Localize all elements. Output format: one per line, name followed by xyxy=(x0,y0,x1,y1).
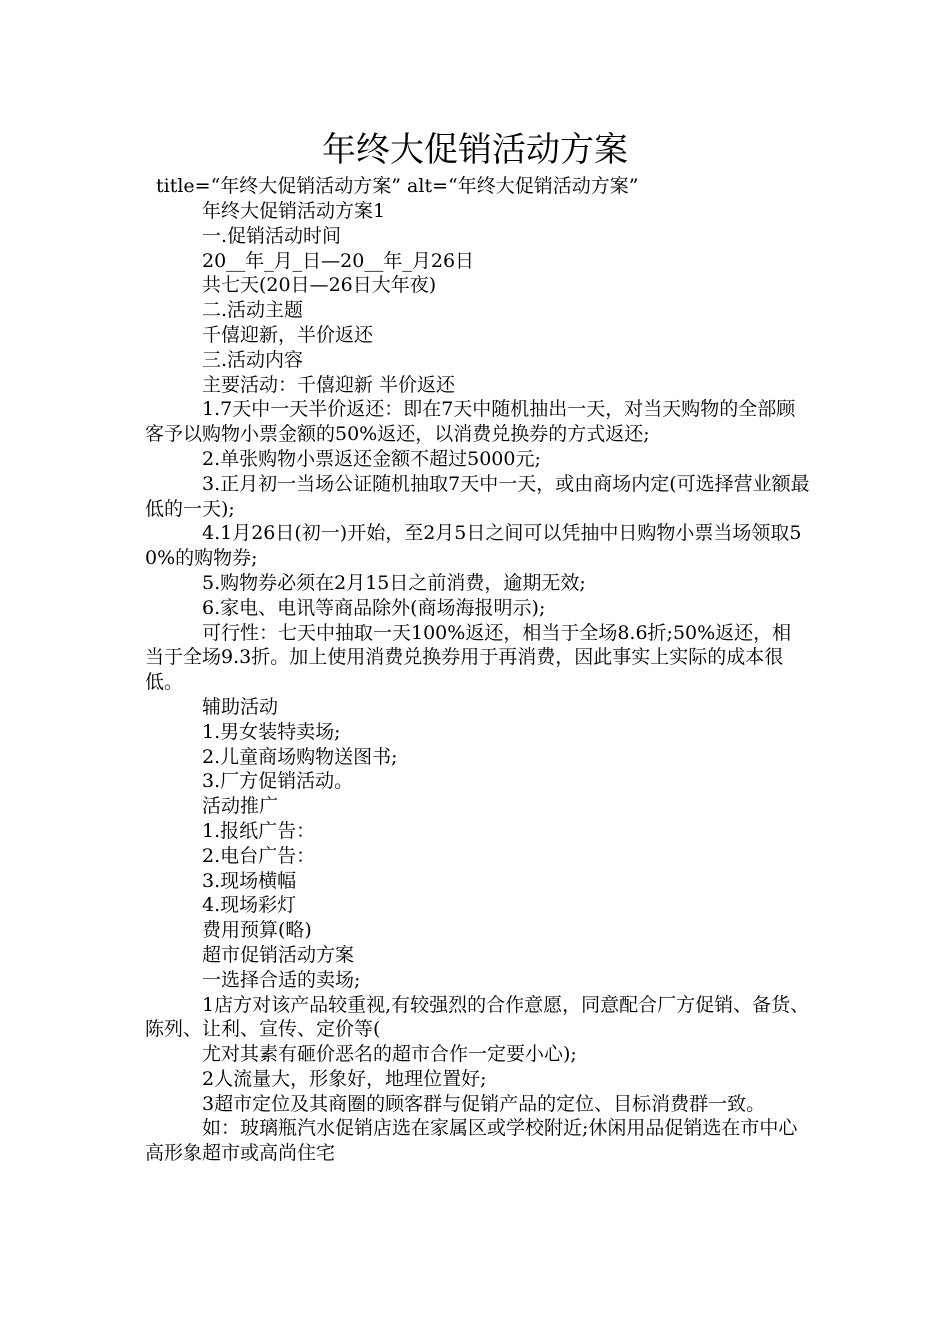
paragraph: 2人流量大，形象好，地理位置好; xyxy=(202,1067,487,1090)
paragraph: 2.电台广告： xyxy=(202,844,316,867)
title-alt-line: title=“年终大促销活动方案” alt=“年终大促销活动方案” xyxy=(156,175,639,197)
paragraph: 三.活动内容 xyxy=(202,348,304,371)
paragraph: 3.现场横幅 xyxy=(202,869,297,892)
paragraph: 1店方对该产品较重视,有较强烈的合作意愿，同意配合厂方促销、备货、陈列、让利、宣传、定价等( xyxy=(145,993,810,1041)
document-title: 年终大促销活动方案 xyxy=(322,130,628,170)
paragraph: 超市促销活动方案 xyxy=(202,943,355,966)
paragraph: 4.现场彩灯 xyxy=(202,894,297,917)
paragraph: 主要活动：千僖迎新 半价返还 xyxy=(202,373,456,396)
paragraph: 6.家电、电讯等商品除外(商场海报明示); xyxy=(202,596,546,619)
paragraph: 3超市定位及其商圈的顾客群与促销产品的定位、目标消费群一致。 xyxy=(202,1092,766,1115)
paragraph: 费用预算(略) xyxy=(202,919,312,942)
paragraph: 一.促销活动时间 xyxy=(202,224,342,247)
paragraph: 可行性：七天中抽取一天100%返还，相当于全场8.6折;50%返还，相当于全场9.3折。加上使用消费兑换券用于再消费，因此事实上实际的成本很低。 xyxy=(145,621,792,694)
paragraph: 1.男女装特卖场; xyxy=(202,720,341,743)
paragraph: 活动推广 xyxy=(202,795,279,818)
paragraph: 1.7天中一天半价返还：即在7天中随机抽出一天，对当天购物的全部顾客予以购物小票金额的50%返还，以消费兑换券的方式返还; xyxy=(145,398,796,446)
paragraph: 5.购物券必须在2月15日之前消费，逾期无效; xyxy=(202,571,586,594)
paragraph: 尤对其素有砸价恶名的超市合作一定要小心); xyxy=(202,1043,577,1066)
paragraph: 4.1月26日(初一)开始，至2月5日之间可以凭抽中日购物小票当场领取50%的购物券; xyxy=(145,522,802,570)
document-body xyxy=(145,199,810,1166)
paragraph: 1.报纸广告： xyxy=(202,819,316,842)
paragraph: 一选择合适的卖场; xyxy=(202,968,361,991)
paragraph: 20__年_月_日—20__年_月26日 xyxy=(202,249,475,272)
paragraph: 共七天(20日—26日大年夜) xyxy=(202,274,437,297)
paragraph: 3.厂方促销活动。 xyxy=(202,770,354,793)
paragraph: 千僖迎新，半价返还 xyxy=(202,323,374,346)
paragraph: 二.活动主题 xyxy=(202,299,304,322)
paragraph: 如：玻璃瓶汽水促销店选在家属区或学校附近;休闲用品促销选在市中心高形象超市或高尚住宅 xyxy=(145,1117,798,1165)
paragraph: 2.单张购物小票返还金额不超过5000元; xyxy=(202,447,541,470)
paragraph: 辅助活动 xyxy=(202,695,279,718)
paragraph: 年终大促销活动方案1 xyxy=(202,200,386,222)
paragraph: 3.正月初一当场公证随机抽取7天中一天，或由商场内定(可选择营业额最低的一天); xyxy=(145,472,810,520)
paragraph: 2.儿童商场购物送图书; xyxy=(202,745,398,768)
